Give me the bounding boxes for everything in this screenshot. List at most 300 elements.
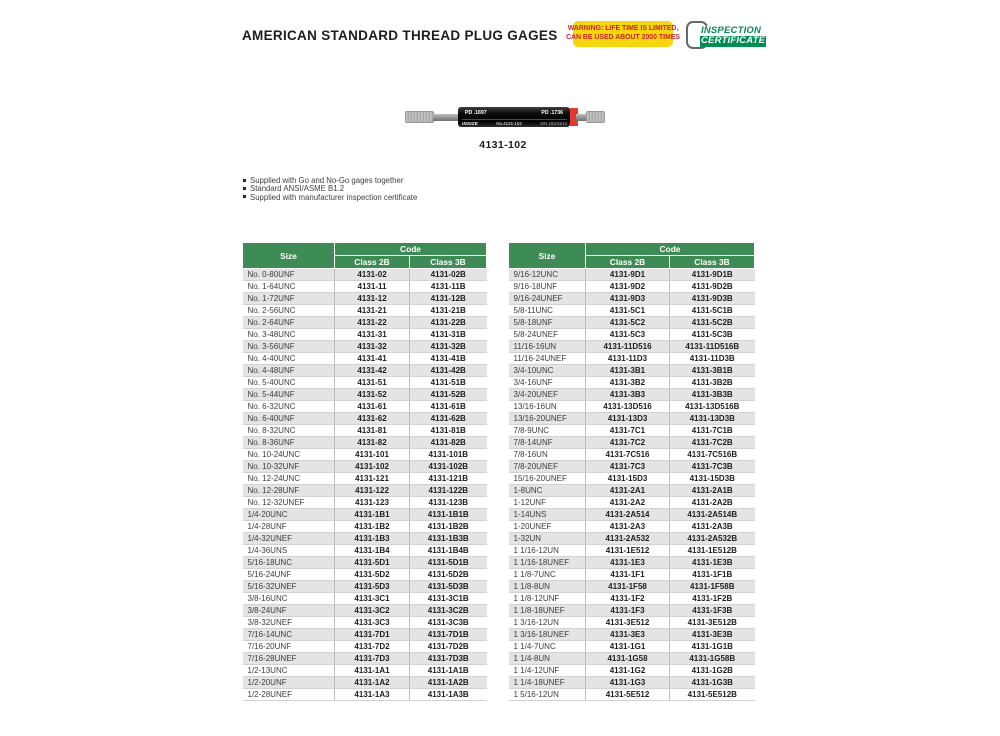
size-cell: 7/16-20UNF (243, 641, 335, 653)
code-cell: 4131-11D516B (670, 341, 755, 353)
code-cell: 4131-3C1 (335, 593, 410, 605)
code-cell: 4131-2A514 (586, 509, 670, 521)
size-cell: 1/2-28UNEF (243, 689, 335, 701)
code-cell: 4131-7C1B (670, 425, 755, 437)
feature-item: Standard ANSI/ASME B1.2 (243, 185, 417, 193)
code-cell: 4131-15D3 (586, 473, 670, 485)
code-cell: 4131-3B3B (670, 389, 755, 401)
table-row (243, 593, 487, 605)
table-row (509, 377, 755, 389)
code-cell: 4131-1B4B (410, 545, 487, 557)
table-row (509, 293, 755, 305)
code-cell: 4131-1B1 (335, 509, 410, 521)
table-row (243, 677, 487, 689)
code-cell: 4131-9D3 (586, 293, 670, 305)
table-row (509, 353, 755, 365)
size-cell: 1 1/8-7UNC (509, 569, 586, 581)
code-cell: 4131-62 (335, 413, 410, 425)
column-header-class2b: Class 2B (335, 256, 410, 269)
table-row (509, 449, 755, 461)
code-cell: 4131-1A3B (410, 689, 487, 701)
table-row (509, 629, 755, 641)
table-row (509, 485, 755, 497)
code-cell: 4131-31B (410, 329, 487, 341)
size-cell: No. 4-40UNC (243, 353, 335, 365)
size-cell: 3/8-24UNF (243, 605, 335, 617)
size-cell: No. 5-44UNF (243, 389, 335, 401)
table-row (509, 329, 755, 341)
code-cell: 4131-7D1B (410, 629, 487, 641)
gage-handle (458, 107, 570, 127)
code-cell: 4131-5C2B (670, 317, 755, 329)
code-cell: 4131-52B (410, 389, 487, 401)
table-row (509, 413, 755, 425)
size-cell: 1 1/4-8UN (509, 653, 586, 665)
size-cell: No. 2-56UNC (243, 305, 335, 317)
table-row (509, 425, 755, 437)
code-cell: 4131-21 (335, 305, 410, 317)
go-thread-end (405, 111, 434, 123)
table-row (509, 665, 755, 677)
certificate-label-line1: INSPECTION (701, 25, 762, 36)
code-cell: 4131-21B (410, 305, 487, 317)
table-body (509, 269, 755, 701)
size-cell: 1/2-20UNF (243, 677, 335, 689)
size-cell: 1/4-36UNS (243, 545, 335, 557)
code-cell: 4131-3C3 (335, 617, 410, 629)
size-cell: 1-14UNS (509, 509, 586, 521)
code-cell: 4131-1F1 (586, 569, 670, 581)
inspection-certificate-logo (686, 20, 770, 51)
code-cell: 4131-1B3B (410, 533, 487, 545)
code-cell: 4131-22B (410, 317, 487, 329)
size-cell: 1 1/16-18UNEF (509, 557, 586, 569)
table-row (243, 617, 487, 629)
table-row (243, 377, 487, 389)
code-cell: 4131-2A1B (670, 485, 755, 497)
code-cell: 4131-121B (410, 473, 487, 485)
size-cell: 1 1/8-8UN (509, 581, 586, 593)
table-row (243, 437, 487, 449)
size-cell: 5/8-24UNEF (509, 329, 586, 341)
code-cell: 4131-13D3 (586, 413, 670, 425)
code-cell: 4131-7C1 (586, 425, 670, 437)
code-cell: 4131-31 (335, 329, 410, 341)
code-cell: 4131-22 (335, 317, 410, 329)
code-cell: 4131-13D3B (670, 413, 755, 425)
code-cell: 4131-61 (335, 401, 410, 413)
code-cell: 4131-3C1B (410, 593, 487, 605)
code-cell: 4131-101 (335, 449, 410, 461)
code-cell: 4131-3E3 (586, 629, 670, 641)
code-cell: 4131-41B (410, 353, 487, 365)
code-cell: 4131-9D1B (670, 269, 755, 281)
code-cell: 4131-1B2 (335, 521, 410, 533)
size-cell: 1/4-28UNF (243, 521, 335, 533)
table-row (509, 533, 755, 545)
code-cell: 4131-7D3 (335, 653, 410, 665)
code-cell: 4131-1F2 (586, 593, 670, 605)
page-title: AMERICAN STANDARD THREAD PLUG GAGES (242, 28, 558, 44)
column-header-class3b: Class 3B (410, 256, 487, 269)
table-row (243, 317, 487, 329)
table-row (509, 521, 755, 533)
code-cell: 4131-1G2 (586, 665, 670, 677)
code-cell: 4131-1A3 (335, 689, 410, 701)
size-cell: No. 3-56UNF (243, 341, 335, 353)
code-cell: 4131-11 (335, 281, 410, 293)
size-cell: 1 1/8-18UNEF (509, 605, 586, 617)
size-cell: No. 8-32UNC (243, 425, 335, 437)
code-cell: 4131-1A1 (335, 665, 410, 677)
nogo-thread-end (586, 111, 605, 123)
code-cell: 4131-1E3 (586, 557, 670, 569)
code-cell: 4131-42 (335, 365, 410, 377)
warning-badge (566, 21, 680, 47)
size-cell: 9/16-18UNF (509, 281, 586, 293)
size-cell: No. 6-40UNF (243, 413, 335, 425)
code-cell: 4131-3B1 (586, 365, 670, 377)
certificate-label (699, 26, 767, 47)
code-cell: 4131-122 (335, 485, 410, 497)
table-row (509, 641, 755, 653)
size-cell: 7/8-16UN (509, 449, 586, 461)
size-cell: 5/8-18UNF (509, 317, 586, 329)
size-cell: 1 1/16-12UN (509, 545, 586, 557)
table-row (243, 401, 487, 413)
code-cell: 4131-5C1B (670, 305, 755, 317)
code-cell: 4131-1F3B (670, 605, 755, 617)
code-cell: 4131-101B (410, 449, 487, 461)
gage-model-label: No.4131-102 (496, 121, 522, 126)
code-cell: 4131-82 (335, 437, 410, 449)
table-row (243, 365, 487, 377)
size-cell: 7/8-9UNC (509, 425, 586, 437)
code-cell: 4131-2A532 (586, 533, 670, 545)
size-cell: 13/16-20UNEF (509, 413, 586, 425)
code-cell: 4131-3B3 (586, 389, 670, 401)
size-cell: No. 6-32UNC (243, 401, 335, 413)
table-row (509, 317, 755, 329)
size-cell: 1 1/8-12UNF (509, 593, 586, 605)
size-cell: 5/16-18UNC (243, 557, 335, 569)
code-cell: 4131-1B2B (410, 521, 487, 533)
code-cell: 4131-7D1 (335, 629, 410, 641)
size-cell: 1 1/4-7UNC (509, 641, 586, 653)
code-cell: 4131-7C3B (670, 461, 755, 473)
table-row (243, 605, 487, 617)
column-header-class3b: Class 3B (670, 256, 755, 269)
thread-plug-gage-photo (405, 98, 605, 134)
size-cell: No. 0-80UNF (243, 269, 335, 281)
table-row (509, 557, 755, 569)
size-cell: 5/16-32UNEF (243, 581, 335, 593)
code-cell: 4131-1G2B (670, 665, 755, 677)
column-header-size: Size (509, 243, 586, 269)
size-cell: 15/16-20UNEF (509, 473, 586, 485)
code-cell: 4131-122B (410, 485, 487, 497)
size-cell: No. 12-24UNC (243, 473, 335, 485)
code-cell: 4131-2A2B (670, 497, 755, 509)
code-cell: 4131-61B (410, 401, 487, 413)
code-cell: 4131-1B3 (335, 533, 410, 545)
size-cell: 11/16-24UNEF (509, 353, 586, 365)
code-cell: 4131-7D2 (335, 641, 410, 653)
code-cell: 4131-11B (410, 281, 487, 293)
column-header-code: Code (586, 243, 755, 256)
code-cell: 4131-3B1B (670, 365, 755, 377)
code-cell: 4131-1E3B (670, 557, 755, 569)
code-cell: 4131-3E512 (586, 617, 670, 629)
code-cell: 4131-42B (410, 365, 487, 377)
table-row (509, 365, 755, 377)
table-row (509, 281, 755, 293)
code-cell: 4131-02B (410, 269, 487, 281)
size-cell: 13/16-16UN (509, 401, 586, 413)
code-cell: 4131-3B2B (670, 377, 755, 389)
size-cell: 3/8-16UNC (243, 593, 335, 605)
code-cell: 4131-81 (335, 425, 410, 437)
code-cell: 4131-2A1 (586, 485, 670, 497)
code-cell: 4131-7D3B (410, 653, 487, 665)
size-cell: 7/16-14UNC (243, 629, 335, 641)
code-cell: 4131-7C516 (586, 449, 670, 461)
table-row (243, 413, 487, 425)
table-row (243, 293, 487, 305)
table-row (509, 341, 755, 353)
table-row (509, 677, 755, 689)
code-cell: 4131-51B (410, 377, 487, 389)
code-cell: 4131-3C2B (410, 605, 487, 617)
warning-text-line2: CAN BE USED ABOUT 2000 TIMES (566, 34, 680, 41)
code-cell: 4131-13D516B (670, 401, 755, 413)
table-row (509, 569, 755, 581)
code-cell: 4131-7C2 (586, 437, 670, 449)
code-cell: 4131-5C1 (586, 305, 670, 317)
table-row (243, 473, 487, 485)
code-cell: 4131-2A532B (670, 533, 755, 545)
column-header-code: Code (335, 243, 487, 256)
table-row (243, 581, 487, 593)
size-cell: No. 4-48UNF (243, 365, 335, 377)
code-cell: 4131-52 (335, 389, 410, 401)
table-row (243, 425, 487, 437)
table-row (243, 485, 487, 497)
table-row (509, 269, 755, 281)
table-row (243, 689, 487, 701)
code-cell: 4131-3B2 (586, 377, 670, 389)
size-cell: No. 5-40UNC (243, 377, 335, 389)
code-cell: 4131-1F58B (670, 581, 755, 593)
code-cell: 4131-121 (335, 473, 410, 485)
code-cell: 4131-1G3 (586, 677, 670, 689)
code-cell: 4131-11D3 (586, 353, 670, 365)
table-row (509, 401, 755, 413)
code-cell: 4131-11D3B (670, 353, 755, 365)
table-row (509, 509, 755, 521)
code-cell: 4131-32B (410, 341, 487, 353)
code-cell: 4131-41 (335, 353, 410, 365)
table-row (243, 281, 487, 293)
size-cell: No. 12-28UNF (243, 485, 335, 497)
left-shaft (433, 114, 459, 121)
size-cell: 1/4-20UNC (243, 509, 335, 521)
size-cell: 5/16-24UNF (243, 569, 335, 581)
code-cell: 4131-1B4 (335, 545, 410, 557)
size-cell: 1/4-32UNEF (243, 533, 335, 545)
table-row (509, 473, 755, 485)
size-cell: 3/4-16UNF (509, 377, 586, 389)
code-cell: 4131-51 (335, 377, 410, 389)
table-body (243, 269, 487, 701)
table-row (509, 605, 755, 617)
table-row (509, 581, 755, 593)
code-cell: 4131-7C2B (670, 437, 755, 449)
code-cell: 4131-1E512B (670, 545, 755, 557)
table-row (509, 389, 755, 401)
code-cell: 4131-3E3B (670, 629, 755, 641)
table-row (243, 509, 487, 521)
table-row (509, 461, 755, 473)
size-cell: 1 3/16-18UNEF (509, 629, 586, 641)
code-cell: 4131-1G3B (670, 677, 755, 689)
code-cell: 4131-1A2 (335, 677, 410, 689)
size-cell: 7/8-20UNEF (509, 461, 586, 473)
table-row (243, 329, 487, 341)
table-row (243, 497, 487, 509)
code-cell: 4131-1E512 (586, 545, 670, 557)
size-cell: 1/2-13UNC (243, 665, 335, 677)
size-cell: No. 1-64UNC (243, 281, 335, 293)
code-cell: 4131-123B (410, 497, 487, 509)
table-row (509, 617, 755, 629)
code-cell: 4131-32 (335, 341, 410, 353)
code-cell: 4131-1G1 (586, 641, 670, 653)
table-row (243, 389, 487, 401)
gage-serial-label: S/N 18101613 (540, 121, 567, 126)
code-cell: 4131-1F3 (586, 605, 670, 617)
code-cell: 4131-9D2 (586, 281, 670, 293)
code-cell: 4131-5D3 (335, 581, 410, 593)
code-cell: 4131-13D516 (586, 401, 670, 413)
code-cell: 4131-02 (335, 269, 410, 281)
table-row (509, 497, 755, 509)
table-row (243, 305, 487, 317)
code-table-right (508, 242, 755, 701)
code-cell: 4131-9D1 (586, 269, 670, 281)
table-row (509, 653, 755, 665)
code-cell: 4131-123 (335, 497, 410, 509)
code-cell: 4131-62B (410, 413, 487, 425)
size-cell: No. 12-32UNEF (243, 497, 335, 509)
table-row (243, 269, 487, 281)
code-cell: 4131-5E512 (586, 689, 670, 701)
code-cell: 4131-2A3 (586, 521, 670, 533)
size-cell: 1 1/4-18UNEF (509, 677, 586, 689)
size-cell: 1-8UNC (509, 485, 586, 497)
code-cell: 4131-5E512B (670, 689, 755, 701)
size-cell: 1 3/16-12UN (509, 617, 586, 629)
code-cell: 4131-3C2 (335, 605, 410, 617)
size-cell: No. 2-64UNF (243, 317, 335, 329)
code-cell: 4131-82B (410, 437, 487, 449)
code-cell: 4131-7C3 (586, 461, 670, 473)
table-row (509, 437, 755, 449)
table-row (509, 305, 755, 317)
code-cell: 4131-11D516 (586, 341, 670, 353)
warning-text-line1: WARNING: LIFE TIME IS LIMITED, (567, 25, 679, 33)
size-cell: 3/4-10UNC (509, 365, 586, 377)
size-cell: 1-32UN (509, 533, 586, 545)
code-cell: 4131-3E512B (670, 617, 755, 629)
certificate-label-line2: CERTIFICATE (701, 35, 766, 46)
code-cell: 4131-1F2B (670, 593, 755, 605)
size-cell: No. 1-72UNF (243, 293, 335, 305)
table-row (243, 521, 487, 533)
size-cell: 11/16-16UN (509, 341, 586, 353)
code-cell: 4131-1G1B (670, 641, 755, 653)
code-cell: 4131-12 (335, 293, 410, 305)
size-cell: 5/8-11UNC (509, 305, 586, 317)
size-cell: No. 8-36UNF (243, 437, 335, 449)
table-row (243, 557, 487, 569)
size-cell: 1 5/16-12UN (509, 689, 586, 701)
table-row (509, 689, 755, 701)
pd-left-label: PD .1697 (465, 110, 487, 116)
size-cell: 1-12UNF (509, 497, 586, 509)
code-cell: 4131-5D1 (335, 557, 410, 569)
code-cell: 4131-2A2 (586, 497, 670, 509)
size-cell: 9/16-24UNEF (509, 293, 586, 305)
product-caption: 4131-102 (479, 139, 527, 151)
code-cell: 4131-1B1B (410, 509, 487, 521)
table-row (509, 545, 755, 557)
code-cell: 4131-7D2B (410, 641, 487, 653)
size-cell: No. 10-32UNF (243, 461, 335, 473)
code-cell: 4131-1G58 (586, 653, 670, 665)
code-cell: 4131-102 (335, 461, 410, 473)
size-cell: 7/8-14UNF (509, 437, 586, 449)
table-row (243, 641, 487, 653)
code-cell: 4131-5D2 (335, 569, 410, 581)
size-cell: 3/8-32UNEF (243, 617, 335, 629)
size-cell: No. 10-24UNC (243, 449, 335, 461)
code-cell: 4131-5D3B (410, 581, 487, 593)
size-cell: 7/16-28UNEF (243, 653, 335, 665)
table-row (243, 665, 487, 677)
table-row (243, 461, 487, 473)
code-cell: 4131-9D2B (670, 281, 755, 293)
code-cell: 4131-2A3B (670, 521, 755, 533)
feature-item: Supplied with manufacturer inspection certificate (243, 194, 417, 202)
code-cell: 4131-102B (410, 461, 487, 473)
code-cell: 4131-5C2 (586, 317, 670, 329)
code-cell: 4131-9D3B (670, 293, 755, 305)
feature-list (243, 177, 417, 202)
column-header-class2b: Class 2B (586, 256, 670, 269)
size-cell: No. 3-48UNC (243, 329, 335, 341)
table-row (243, 653, 487, 665)
table-row (243, 353, 487, 365)
code-cell: 4131-15D3B (670, 473, 755, 485)
table-row (243, 629, 487, 641)
code-cell: 4131-5C3 (586, 329, 670, 341)
size-cell: 3/4-20UNEF (509, 389, 586, 401)
table-row (243, 533, 487, 545)
code-cell: 4131-3C3B (410, 617, 487, 629)
pd-right-label: PD .1736 (541, 110, 563, 116)
code-cell: 4131-1F1B (670, 569, 755, 581)
